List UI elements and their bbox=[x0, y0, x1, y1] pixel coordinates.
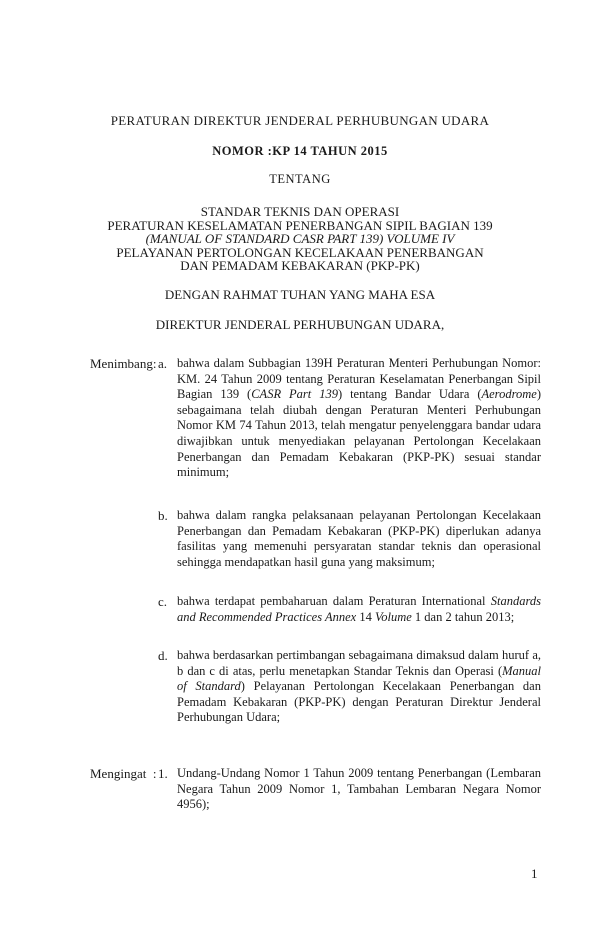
mengingat-label bbox=[90, 766, 156, 782]
paragraph-text: 14 bbox=[356, 609, 375, 624]
mengingat-item-1 bbox=[177, 766, 541, 813]
issuer-line: DIREKTUR JENDERAL PERHUBUNGAN UDARA, bbox=[155, 317, 445, 332]
blessing-line: DENGAN RAHMAT TUHAN YANG MAHA ESA bbox=[164, 287, 436, 302]
item-marker: a. bbox=[158, 356, 168, 371]
italic-text: Aerodrome bbox=[481, 387, 537, 402]
subject-line: STANDAR TEKNIS DAN OPERASI bbox=[200, 204, 400, 219]
item-marker: b. bbox=[158, 508, 168, 523]
paragraph-text: bahwa dalam rangka pelaksanaan pelayanan Pertolongan Kecelakaan Penerbangan dan Pemadam Kebakaran (PKP-PK) diperlukan adanya fasilitas yang memenuhi persyaratan standar teknis dan operasional sehingga mendapatkan hasil guna yang maksimum; bbox=[177, 508, 541, 569]
menimbang-colon: : bbox=[152, 356, 157, 371]
subject-line: PELAYANAN PERTOLONGAN KECELAKAAN PENERBANGAN bbox=[116, 244, 484, 260]
menimbang-item-a bbox=[177, 356, 541, 481]
mengingat-label-text: Mengingat bbox=[90, 766, 147, 781]
subject-line: PERATURAN KESELAMATAN PENERBANGAN SIPIL BAGIAN 139 bbox=[107, 217, 493, 233]
mengingat-colon: : bbox=[152, 766, 157, 781]
subject-line: (MANUAL OF STANDARD CASR PART 139) VOLUME IV bbox=[145, 231, 455, 246]
paragraph-text: bahwa berdasarkan pertimbangan sebagaimana dimaksud dalam huruf a, b dan c di atas, perlu menetapkan Standar Teknis dan Operasi ( bbox=[177, 648, 541, 678]
regulation-subject bbox=[0, 205, 600, 273]
italic-text: Volume bbox=[374, 609, 412, 624]
menimbang-item-b bbox=[177, 508, 541, 570]
paragraph-text: ) Pelayanan Pertolongan Kecelakaan Penerbangan dan Pemadam Kebakaran (PKP-PK) dengan Peraturan Direktur Jenderal Perhubungan Udara; bbox=[177, 679, 541, 725]
menimbang-item-c bbox=[177, 594, 541, 625]
paragraph-text: ) sebagaimana telah diubah dengan Peraturan Menteri Perhubungan Nomor KM 74 Tahun 2013, telah mengatur penyelenggara bandar udara diwajibkan untuk menyediakan pelayanan Pertolongan Kecelakaan Penerbangan dan Pemadam Kebakaran (PKP-PK) sesuai standar minimum; bbox=[177, 387, 541, 480]
italic-text: Standards and Recommended Practices Annex bbox=[177, 594, 541, 624]
item-marker: c. bbox=[158, 594, 168, 609]
tentang-heading: TENTANG bbox=[269, 172, 331, 186]
menimbang-label-text: Menimbang bbox=[90, 356, 153, 371]
paragraph-text: bahwa dalam Subbagian 139H Peraturan Menteri Perhubungan Nomor: KM. 24 Tahun 2009 tentang Peraturan Keselamatan Penerbangan Sipil Bagian 139 ( bbox=[177, 356, 541, 402]
regulation-title: PERATURAN DIREKTUR JENDERAL PERHUBUNGAN UDARA bbox=[110, 113, 490, 128]
menimbang-item-d bbox=[177, 648, 541, 726]
item-marker: 1. bbox=[158, 766, 168, 781]
italic-text: Manual of Standard bbox=[177, 663, 541, 694]
paragraph-text: Undang-Undang Nomor 1 Tahun 2009 tentang Penerbangan (Lembaran Negara Tahun 2009 Nomor 1, Tambahan Lembaran Negara Nomor 4956); bbox=[177, 766, 541, 812]
paragraph-text: ) tentang Bandar Udara ( bbox=[337, 387, 482, 402]
subject-line: DAN PEMADAM KEBAKARAN (PKP-PK) bbox=[180, 258, 420, 273]
menimbang-label bbox=[90, 356, 156, 372]
item-marker: d. bbox=[158, 648, 168, 663]
regulation-number: NOMOR :KP 14 TAHUN 2015 bbox=[212, 144, 388, 158]
italic-text: CASR Part 139 bbox=[251, 387, 338, 402]
paragraph-text: bahwa terdapat pembaharuan dalam Peraturan International bbox=[177, 594, 491, 608]
paragraph-text: 1 dan 2 tahun 2013; bbox=[411, 609, 515, 624]
page-number: 1 bbox=[531, 866, 538, 881]
